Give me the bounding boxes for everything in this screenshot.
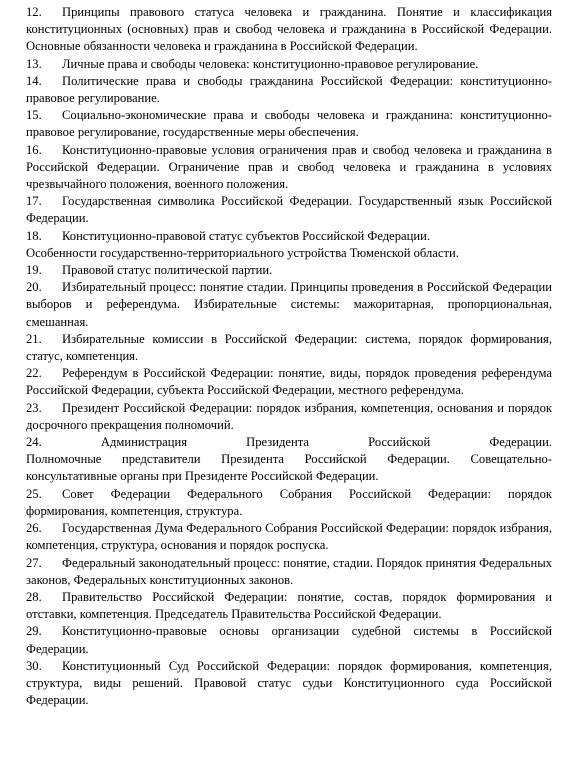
- item-number: 27.: [26, 555, 42, 570]
- item-text: Социально-экономические права и свободы человека и гражданина: конституционно-правовое регулирование, государственные меры обеспечения.: [26, 108, 552, 140]
- item-text: Референдум в Российской Федерации: понятие, виды, порядок проведения референдума Российской Федерации, субъекта Российской Федерации, местного референдума.: [26, 366, 552, 398]
- list-item-18: [26, 228, 552, 245]
- list-item-17: [26, 193, 552, 227]
- item-text: Государственная символика Российской Федерации. Государственный язык Российской Федерации.: [26, 194, 552, 226]
- item-text: Совет Федерации Федерального Собрания Российской Федерации: порядок формирования, компетенция, структура.: [26, 486, 552, 518]
- item-number: 16.: [26, 142, 42, 157]
- list-item-18-continuation: Особенности государственно-территориального устройства Тюменской области.: [26, 245, 459, 260]
- list-item-23: [26, 400, 552, 434]
- item-number: 12.: [26, 5, 42, 19]
- item-number: 19.: [26, 263, 42, 278]
- item-text: Конституционно-правовые условия ограничения прав и свобод человека и гражданина в Российской Федерации. Ограничение прав и свобод человека и гражданина в условиях чрезвычайного положения, военного положения.: [26, 142, 552, 192]
- item-number: 25.: [26, 486, 42, 501]
- list-item-21: [26, 331, 552, 365]
- list-item-22: [26, 365, 552, 399]
- list-item-20: [26, 279, 552, 331]
- item-number: 24.: [26, 435, 42, 450]
- item-text: Правительство Российской Федерации: понятие, состав, порядок формирования и отставки, компетенция. Председатель Правительства Российской Федерации.: [26, 589, 552, 622]
- item-number: 26.: [26, 521, 42, 536]
- item-number: 14.: [26, 73, 42, 88]
- list-item-15: [26, 107, 552, 141]
- item-text: Принципы правового статуса человека и гражданина. Понятие и классификация конституционных (основных) прав и свобод человека и гражданина в Российской Федерации. Основные обязанности человека и гражданина в Российской Федерации.: [26, 5, 552, 54]
- item-number: 21.: [26, 331, 42, 346]
- item-number: 20.: [26, 280, 42, 295]
- list-item-30: [26, 658, 552, 710]
- list-item-28: [26, 589, 552, 623]
- item-text: Избирательный процесс: понятие стадии. Принципы проведения в Российской Федерации выборов и референдума. Избирательные системы: мажоритарная, пропорциональная, смешанная.: [26, 280, 552, 329]
- list-item-26: [26, 520, 552, 554]
- item-text: Президент Российской Федерации: порядок избрания, компетенция, основания и порядок досрочного прекращения полномочий.: [26, 400, 552, 432]
- item-number: 28.: [26, 589, 42, 604]
- list-item-25: [26, 486, 552, 520]
- list-item-29: [26, 623, 552, 657]
- item-number: 18.: [26, 228, 42, 243]
- list-item-19: [26, 262, 552, 279]
- list-item-12: [26, 4, 552, 56]
- item-number: 17.: [26, 194, 42, 209]
- item-text: Личные права и свободы человека: конституционно-правовое регулирование.: [62, 56, 479, 71]
- item-text: Избирательные комиссии в Российской Федерации: система, порядок формирования, статус, компетенция.: [26, 331, 552, 364]
- item-text: Федеральный законодательный процесс: понятие, стадии. Порядок принятия Федеральных законов, Федеральных конституционных законов.: [26, 555, 552, 587]
- item-text: Конституционно-правовые основы организации судебной системы в Российской Федерации.: [26, 624, 552, 656]
- item-number: 23.: [26, 400, 42, 415]
- item-number: 29.: [26, 624, 42, 639]
- list-item-24: [26, 434, 552, 486]
- item-number: 15.: [26, 108, 42, 123]
- item-text: Политические права и свободы гражданина Российской Федерации: конституционно-правовое регулирование.: [26, 73, 552, 106]
- item-heading-line: [26, 434, 552, 451]
- item-text: Конституционный Суд Российской Федерации: порядок формирования, компетенция, структура, виды решений. Правовой статус судьи Конституционного суда Российской Федерации.: [26, 658, 552, 708]
- item-number: 30.: [26, 658, 42, 673]
- list-item-27: [26, 555, 552, 589]
- item-text: Конституционно-правовой статус субъектов Российской Федерации.: [62, 228, 431, 243]
- item-text: Полномочные представители Президента Российской Федерации. Совещательно-консультативные органы при Президенте Российской Федерации.: [26, 452, 552, 484]
- item-number: 13.: [26, 56, 42, 71]
- item-text: Правовой статус политической партии.: [62, 263, 273, 278]
- list-item-14: [26, 73, 552, 107]
- item-number: 22.: [26, 366, 42, 381]
- list-item-16: [26, 142, 552, 194]
- item-text: Государственная Дума Федерального Собрания Российской Федерации: порядок избрания, компетенция, структура, основания и порядок роспуска.: [26, 521, 552, 553]
- list-item-13: [26, 56, 552, 73]
- item-heading: Администрация Президента Российской Федерации.: [100, 435, 552, 450]
